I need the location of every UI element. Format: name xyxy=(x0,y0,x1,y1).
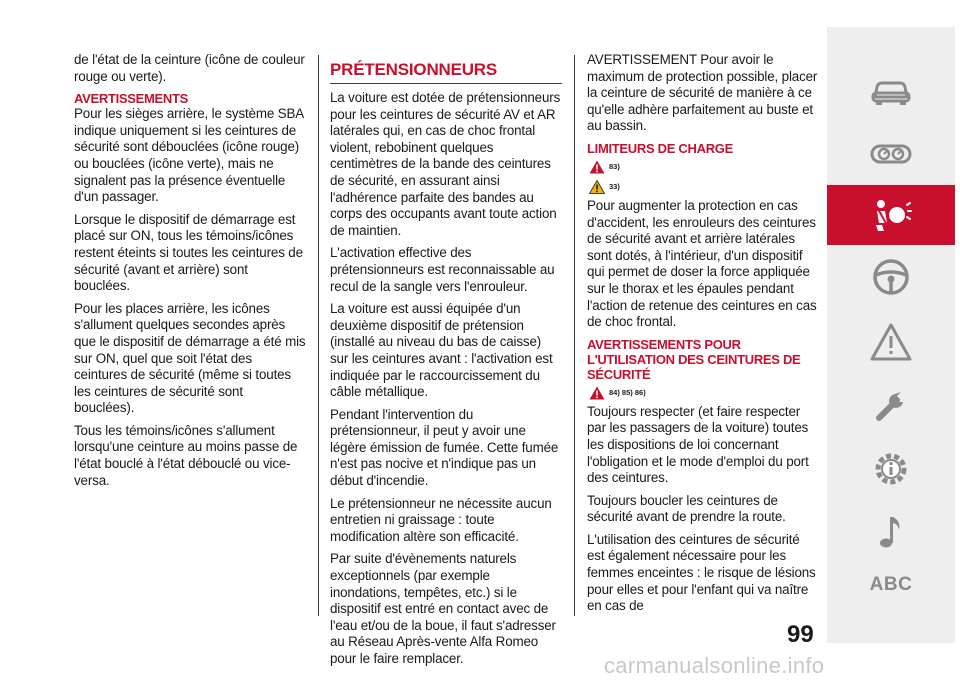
paragraph: Pour augmenter la protection en cas d'accident, les enrouleurs des ceintures de sécurité avant et arrière latérales sont dotés, à l'intérieur, d'un dispositif qui permet de doser la force appliquée sur le thorax et les épaules pendant l'action de retenue des ceintures en cas de choc frontal. xyxy=(587,197,817,330)
chapter-sidebar xyxy=(827,27,955,643)
wrench-icon xyxy=(869,384,913,424)
index-abc-label: ABC xyxy=(869,574,913,595)
column-middle xyxy=(330,56,562,674)
caution-yellow-icon xyxy=(589,180,605,194)
steering-wheel-icon xyxy=(869,257,913,297)
column-right xyxy=(587,52,819,621)
nav-safety[interactable] xyxy=(827,185,955,245)
reference-number: 33) xyxy=(609,182,620,192)
reference-number: 84) 85) 86) xyxy=(609,388,646,398)
watermark: carmanualsonline.info xyxy=(604,653,825,678)
music-note-icon xyxy=(869,512,913,552)
dashboard-gauges-icon xyxy=(869,134,913,174)
caution-reference[interactable] xyxy=(587,178,819,196)
section-heading-avertissements: AVERTISSEMENTS xyxy=(74,91,189,107)
paragraph: Toujours respecter (et faire respecter par les passagers de la voiture) toutes les dispositions de loi concernant l'obligation et le mode d'emploi du port des ceintures. xyxy=(587,403,809,486)
column-divider xyxy=(318,55,319,616)
paragraph: Pendant l'intervention du prétensionneur, il peut y avoir une légère émission de fumée. Cette fumée n'est pas nocive et n'indique pas un début d'incendie. xyxy=(330,406,559,489)
nav-driving[interactable] xyxy=(827,247,955,307)
paragraph: L'utilisation des ceintures de sécurité est également nécessaire pour les femmes enceintes : le risque de lésions pour elles et pour l'enfant qui va naître en cas de xyxy=(587,531,816,614)
nav-index[interactable] xyxy=(827,555,955,615)
paragraph: Toujours boucler les ceintures de sécurité avant de prendre la route. xyxy=(587,492,786,525)
seatbelt-airbag-icon xyxy=(869,195,913,235)
nav-car[interactable] xyxy=(827,61,955,121)
nav-multimedia[interactable] xyxy=(827,502,955,562)
warning-red-icon xyxy=(589,386,605,400)
gear-info-icon xyxy=(869,449,913,489)
heading-underline xyxy=(330,83,562,84)
warning-triangle-icon xyxy=(869,322,913,362)
paragraph: Par suite d'évènements naturels exceptionnels (par exemple inondations, tempêtes, etc.) si le dispositif est entré en contact avec de l'eau et/ou de la boue, il faut s'adresser au Réseau Après-vente Alfa Romeo pour le faire remplacer. xyxy=(330,551,556,666)
paragraph: La voiture est aussi équipée d'un deuxième dispositif de prétension (installé au niveau du bas de caisse) sur les ceintures avant : l'activation est indiquée par le raccourcissement du câble métallique. xyxy=(330,301,553,400)
paragraph: AVERTISSEMENT Pour avoir le maximum de protection possible, placer la ceinture de sécurité de manière à ce qu'elle adhère parfaitement au buste et au bassin. xyxy=(587,52,818,134)
paragraph: de l'état de la ceinture (icône de couleur rouge ou verte). xyxy=(74,52,305,84)
paragraph: Le prétensionneur ne nécessite aucun entretien ni graissage : toute modification altère son efficacité. xyxy=(330,495,552,544)
nav-emergency[interactable] xyxy=(827,312,955,372)
paragraph: L'activation effective des prétensionneurs est reconnaissable au recul de la sangle vers l'enrouleur. xyxy=(330,245,555,294)
nav-dashboard[interactable] xyxy=(827,124,955,184)
warning-reference[interactable] xyxy=(587,384,819,402)
paragraph: La voiture est dotée de prétensionneurs pour les ceintures de sécurité AV et AR latérales qui, en cas de choc frontal violent, rebobinent quelques centimètres de la bande des ceintures de sécurité, en assurant ainsi l'adhérence parfaite des bandes au corps des occupants avant toute action de maintien. xyxy=(330,90,561,238)
column-divider xyxy=(574,55,575,616)
column-left xyxy=(74,52,306,495)
paragraph: Tous les témoins/icônes s'allument lorsqu'une ceinture au moins passe de l'état bouclé à l'état débouclé ou vice-versa. xyxy=(74,422,298,488)
section-heading-avertissements-utilisation: AVERTISSEMENTS POUR L'UTILISATION DES CEINTURES DE SÉCURITÉ xyxy=(587,336,801,382)
page-number: 99 xyxy=(787,621,814,648)
nav-technical-data[interactable] xyxy=(827,439,955,499)
warning-red-icon xyxy=(589,160,605,174)
car-icon xyxy=(869,71,913,111)
section-heading-limiteurs: LIMITEURS DE CHARGE xyxy=(587,140,733,156)
section-heading-pretensionneurs: PRÉTENSIONNEURS xyxy=(330,60,498,79)
paragraph: Lorsque le dispositif de démarrage est placé sur ON, tous les témoins/icônes restent éteints si toutes les ceintures de sécurité (avant et arrière) sont bouclées. xyxy=(74,211,303,294)
paragraph: Pour les sièges arrière, le système SBA indique uniquement si les ceintures de sécurité sont débouclées (icône rouge) ou bouclées (icône verte), mais ne signalent pas la présence éventuelle d'un passager. xyxy=(74,106,304,205)
reference-number: 83) xyxy=(609,162,620,172)
warning-reference[interactable] xyxy=(587,158,819,176)
nav-maintenance[interactable] xyxy=(827,374,955,434)
paragraph: Pour les places arrière, les icônes s'allument quelques secondes après que le dispositif de démarrage a été mis sur ON, quel que soit l'état des ceintures de sécurité (même si toutes les ceintures de sécurité sont bouclées). xyxy=(74,300,306,416)
